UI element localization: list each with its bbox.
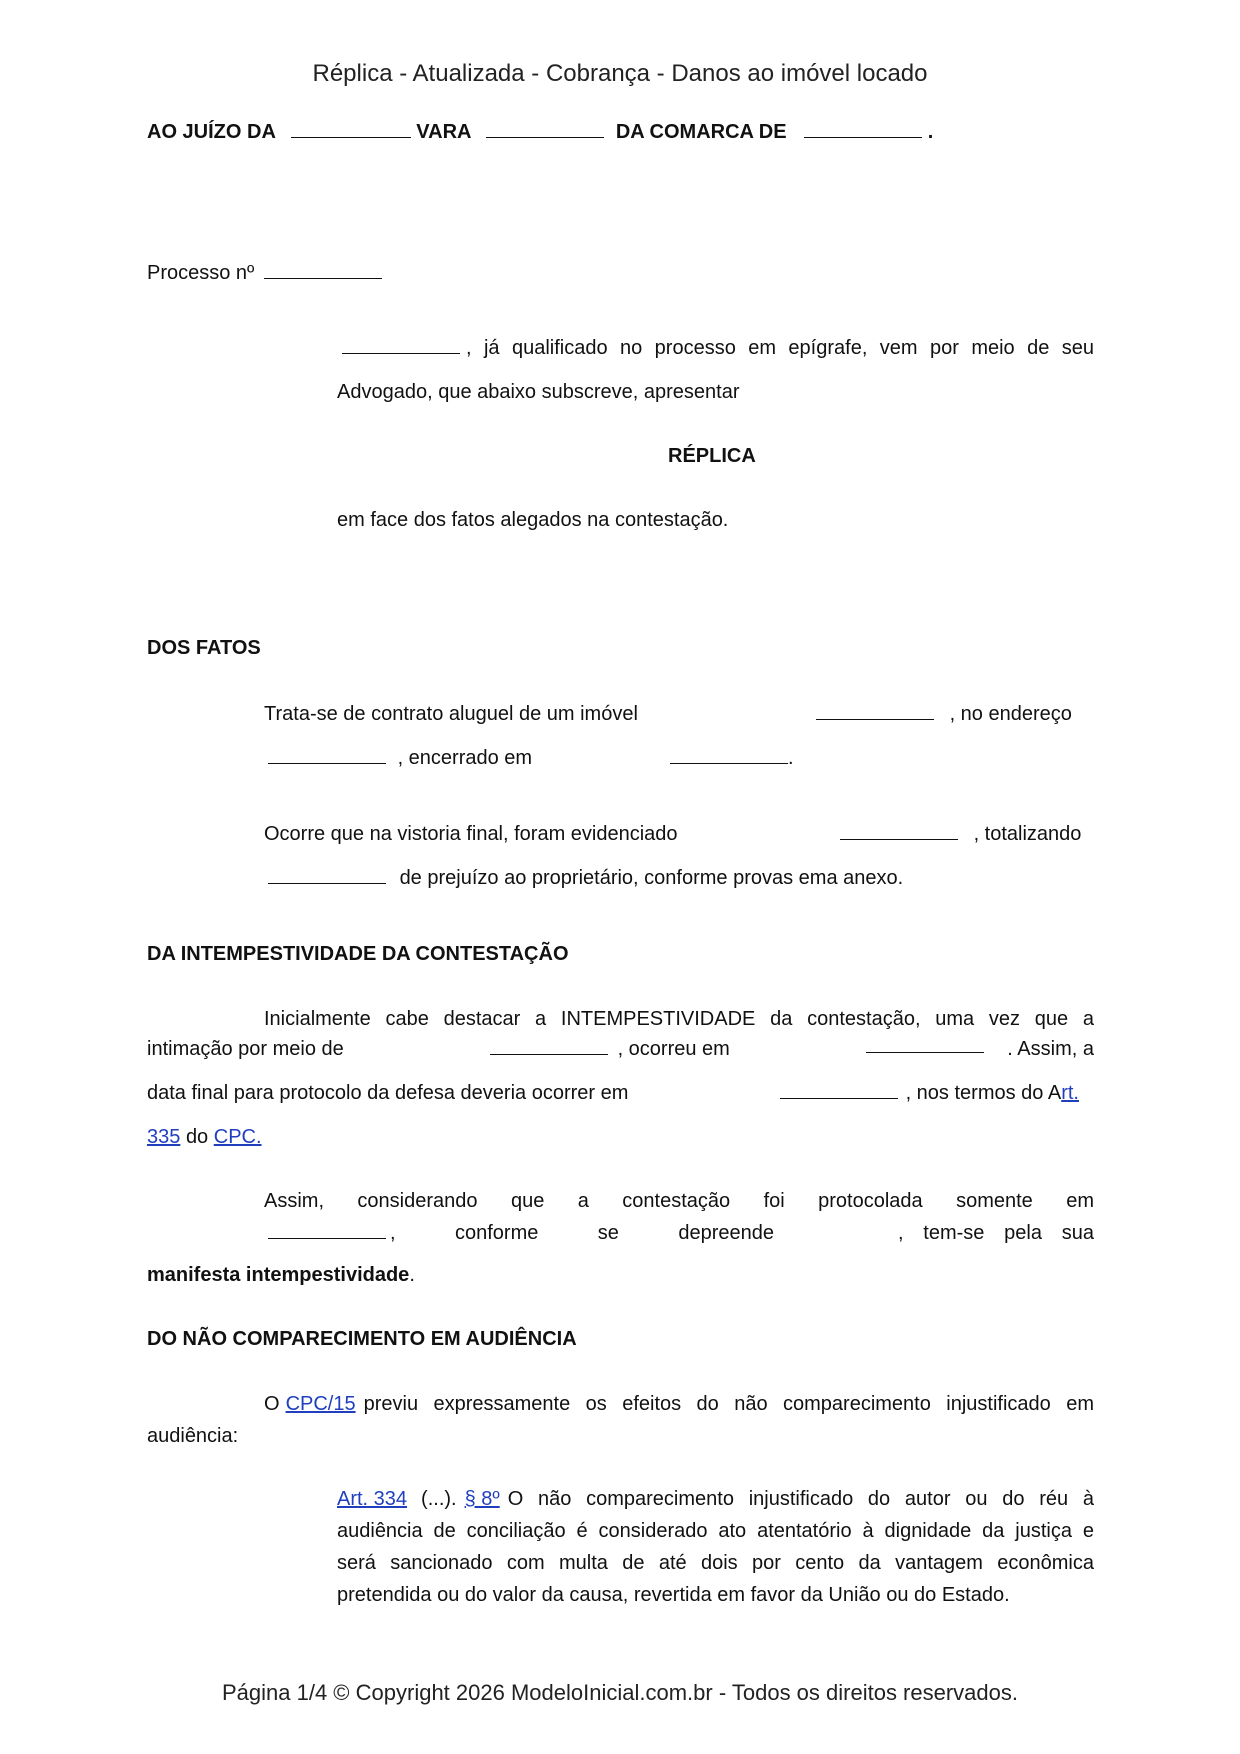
- intemp-p1-l2-blank2: [866, 1038, 1094, 1061]
- comp-p1-line1: [264, 1393, 1094, 1416]
- intemp-p1-l4: [147, 1126, 262, 1149]
- processo-label: Processo nº: [147, 262, 255, 284]
- section-heading-intempestividade: DA INTEMPESTIVIDADE DA CONTESTAÇÃO: [147, 943, 569, 965]
- document-header-title: Réplica - Atualizada - Cobrança - Danos ao imóvel locado: [312, 60, 928, 87]
- quote-text-2: audiência de conciliação é considerado ato atentatório à dignidade da justiça e: [337, 1520, 1094, 1542]
- link-cpc[interactable]: CPC.: [213, 1126, 262, 1148]
- quote-line1: [337, 1488, 1094, 1511]
- fatos-p2-a: Ocorre que na vistoria final, foram evidenciado: [264, 823, 678, 845]
- blank-field[interactable]: [780, 1084, 898, 1099]
- link-art-334[interactable]: Art. 334: [337, 1488, 408, 1510]
- address-end: .: [927, 121, 934, 143]
- quote-line2: [337, 1520, 1094, 1543]
- intemp-p1-l2c: . Assim, a: [1007, 1038, 1094, 1060]
- processo-line: [147, 262, 382, 285]
- blank-field[interactable]: [816, 705, 934, 720]
- intemp-p2-line1: [264, 1190, 1094, 1213]
- intemp-p2-end: .: [409, 1264, 415, 1286]
- fatos-p1-line2: [268, 747, 532, 770]
- blank-field[interactable]: [486, 123, 604, 138]
- link-335[interactable]: 335: [147, 1126, 181, 1148]
- quote-mid: (...).: [421, 1488, 457, 1510]
- fatos-p2-c: de prejuízo ao proprietário, conforme provas ema anexo.: [399, 867, 904, 889]
- comp-p1-a: O: [264, 1393, 280, 1415]
- page-footer: Página 1/4 © Copyright 2026 ModeloInicial.com.br - Todos os direitos reservados.: [222, 1680, 1018, 1705]
- quote-text-1: O não comparecimento injustificado do autor ou do réu à: [507, 1488, 1094, 1510]
- intemp-p1-do: do: [185, 1126, 209, 1148]
- intemp-p2-l2b: , tem-se pela sua: [898, 1222, 1094, 1244]
- fatos-p2-blank-wrap: [840, 823, 1081, 846]
- fatos-p1-c: , encerrado em: [397, 747, 533, 769]
- intemp-p1-text1: Inicialmente cabe destacar a INTEMPESTIVIDADE da contestação, uma vez que a: [264, 1008, 1094, 1030]
- fatos-p2-line2: [268, 867, 903, 890]
- comp-p1-c: audiência:: [147, 1425, 239, 1447]
- intemp-p1-l2b: , ocorreu em: [617, 1038, 730, 1060]
- intemp-p2-l2a: , conforme se depreende: [390, 1222, 774, 1244]
- fatos-p1-end: [670, 747, 794, 770]
- intemp-p1-l2a: intimação por meio de: [147, 1038, 344, 1060]
- blank-field[interactable]: [804, 123, 922, 138]
- intro-line-1: [337, 337, 1094, 360]
- blank-field[interactable]: [268, 749, 386, 764]
- replica-title: RÉPLICA: [668, 445, 756, 467]
- intemp-p1-l3a: data final para protocolo da defesa deveria ocorrer em: [147, 1082, 629, 1104]
- blank-field[interactable]: [342, 339, 460, 354]
- intemp-p2-line2: [268, 1222, 1094, 1245]
- court-address-line: [147, 121, 933, 144]
- section-heading-fatos: DOS FATOS: [147, 637, 261, 659]
- manifesta-intempestividade: manifesta intempestividade: [147, 1264, 410, 1286]
- address-part-juizo: AO JUÍZO DA: [147, 121, 276, 143]
- blank-field[interactable]: [670, 749, 788, 764]
- link-cpc15[interactable]: CPC/15: [285, 1393, 356, 1415]
- intemp-p1-l2-blank1: [490, 1038, 730, 1061]
- blank-field[interactable]: [268, 1224, 386, 1239]
- quote-text-4: pretendida ou do valor da causa, revertida em favor da União ou do Estado.: [337, 1584, 1010, 1606]
- section-heading-comparecimento: DO NÃO COMPARECIMENTO EM AUDIÊNCIA: [147, 1328, 577, 1350]
- blank-field[interactable]: [268, 869, 386, 884]
- blank-field[interactable]: [490, 1040, 608, 1055]
- fatos-p1-d: .: [788, 747, 794, 769]
- blank-field[interactable]: [264, 264, 382, 279]
- comp-p1-b: previu expressamente os efeitos do não comparecimento injustificado em: [363, 1393, 1094, 1415]
- blank-field[interactable]: [840, 825, 958, 840]
- fatos-p1-a: Trata-se de contrato aluguel de um imóvel: [264, 703, 638, 725]
- quote-line3: [337, 1552, 1094, 1575]
- intemp-p1-line1: [264, 1008, 1094, 1031]
- blank-field[interactable]: [291, 123, 411, 138]
- intemp-p2-text1: Assim, considerando que a contestação foi protocolada somente em: [264, 1190, 1094, 1212]
- quote-text-3: será sancionado com multa de até dois por cento da vantagem econômica: [337, 1552, 1094, 1574]
- blank-field[interactable]: [866, 1038, 984, 1053]
- intemp-p2-line3: [147, 1264, 415, 1287]
- link-paragrafo-8[interactable]: § 8º: [464, 1488, 500, 1510]
- intemp-p1-l3-blank: [780, 1082, 1079, 1105]
- fatos-p1-blank-wrap: [816, 703, 1072, 726]
- intemp-p1-l3b: , nos termos do A: [905, 1082, 1062, 1104]
- link-art[interactable]: rt.: [1061, 1082, 1079, 1104]
- fatos-p1-b: , no endereço: [949, 703, 1072, 725]
- intro-text-1: , já qualificado no processo em epígrafe, vem por meio de seu: [466, 337, 1094, 359]
- address-part-comarca: DA COMARCA DE: [615, 121, 787, 143]
- intro-line-3: em face dos fatos alegados na contestação.: [337, 509, 729, 531]
- address-part-vara: VARA: [416, 121, 471, 143]
- fatos-p2-b: , totalizando: [973, 823, 1082, 845]
- intro-line-2: Advogado, que abaixo subscreve, apresentar: [337, 381, 740, 403]
